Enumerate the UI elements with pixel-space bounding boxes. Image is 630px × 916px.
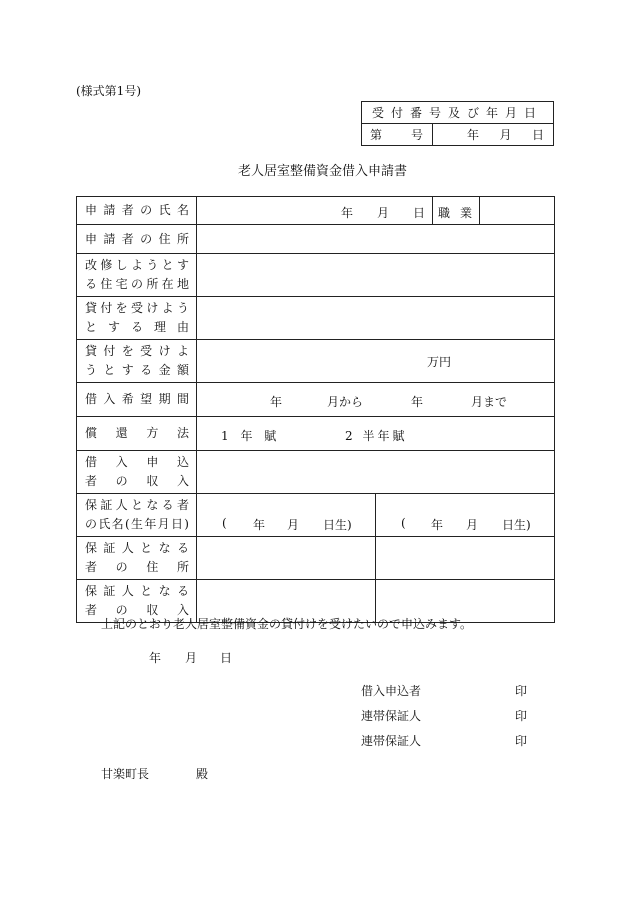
repayment-option-annual: 1 年 賦 — [221, 429, 277, 443]
receipt-dai: 第 — [370, 128, 383, 142]
label-loan-amount: 貸 付 を 受 け よ う と す る 金 額 — [77, 340, 197, 383]
guarantor1-hi: 日生) — [323, 518, 352, 532]
applicant-birth-nen: 年 — [341, 206, 354, 220]
loan-amount-unit: 万円 — [427, 355, 452, 369]
guarantor1-paren: ( — [222, 516, 227, 530]
label-occupation — [433, 197, 483, 225]
repayment-field[interactable] — [197, 417, 555, 451]
applicant-birth-tsuki: 月 — [377, 206, 390, 220]
period-end-tsuki: 月まで — [471, 395, 508, 409]
label-guarantor-income: 保 証 人 と な る 者 の 収 入 — [77, 580, 197, 623]
label-guarantor-name: 保 証 人 と な る 者 の 氏 名 ( 生 年 月 日 ) — [77, 494, 197, 537]
row-guarantor-address — [77, 537, 555, 580]
signature-borrower-seal: 印 — [515, 684, 528, 698]
receipt-nen: 年 — [467, 128, 480, 142]
row-loan-amount — [77, 340, 555, 383]
repayment-option-semiannual: 2 半年賦 — [345, 429, 408, 443]
guarantor2-name-field[interactable] — [376, 494, 555, 537]
loan-period-field[interactable] — [197, 383, 555, 417]
date-nen: 年 — [149, 651, 162, 665]
label-loan-period: 借 入 希 望 期 間 — [77, 383, 197, 417]
occupation-field[interactable] — [480, 197, 555, 225]
guarantor2-nen: 年 — [431, 518, 444, 532]
guarantor1-name-field[interactable] — [197, 494, 376, 537]
form-number: (様式第1号) — [76, 84, 141, 98]
loan-reason-field[interactable] — [197, 297, 555, 340]
row-guarantor-name — [77, 494, 555, 537]
row-repayment — [77, 417, 555, 451]
date-hi: 日 — [220, 651, 233, 665]
receipt-number-cell — [362, 124, 433, 146]
guarantor2-tsuki: 月 — [466, 518, 479, 532]
applicant-income-field[interactable] — [197, 451, 555, 494]
receipt-go: 号 — [410, 128, 423, 142]
receipt-box-header: 受付番号及び年月日 — [362, 102, 554, 124]
signature-guarantor1-seal: 印 — [515, 709, 528, 723]
applicant-birth-hi: 日 — [413, 206, 426, 220]
guarantor1-address-field[interactable] — [197, 537, 376, 580]
recipient-name: 甘楽町長 — [101, 767, 150, 781]
signature-guarantor2-label: 連帯保証人 — [361, 734, 422, 748]
label-applicant-income: 借 入 申 込 者 の 収 入 — [77, 451, 197, 494]
period-end-nen: 年 — [411, 395, 424, 409]
occupation-label: 職業 — [438, 206, 483, 220]
loan-amount-field[interactable] — [197, 340, 555, 383]
date-tsuki: 月 — [185, 651, 198, 665]
recipient-honorific: 殿 — [196, 767, 209, 781]
guarantor2-paren: ( — [401, 516, 406, 530]
receipt-hi: 日 — [531, 128, 544, 142]
label-guarantor-address: 保 証 人 と な る 者 の 住 所 — [77, 537, 197, 580]
application-table — [76, 196, 555, 623]
receipt-box — [361, 101, 554, 146]
renovation-location-field[interactable] — [197, 254, 555, 297]
signature-guarantor1-label: 連帯保証人 — [361, 709, 422, 723]
guarantor2-address-field[interactable] — [376, 537, 555, 580]
period-start-tsuki: 月から — [327, 395, 364, 409]
receipt-tsuki: 月 — [499, 128, 512, 142]
row-applicant-name — [77, 197, 555, 225]
signature-borrower-label: 借入申込者 — [361, 684, 422, 698]
row-applicant-income — [77, 451, 555, 494]
receipt-date-cell — [433, 124, 554, 146]
label-applicant-address: 申 請 者 の 住 所 — [77, 225, 197, 254]
period-start-nen: 年 — [270, 395, 283, 409]
row-loan-period — [77, 383, 555, 417]
guarantor1-tsuki: 月 — [287, 518, 300, 532]
row-loan-reason — [77, 297, 555, 340]
label-repayment: 償 還 方 法 — [77, 417, 197, 451]
row-renovation-location — [77, 254, 555, 297]
guarantor2-hi: 日生) — [502, 518, 531, 532]
label-applicant-name: 申 請 者 の 氏 名 — [77, 197, 197, 225]
signature-guarantor2-seal: 印 — [515, 734, 528, 748]
label-renovation-location: 改 修 し よ う と す る 住 宅 の 所 在 地 — [77, 254, 197, 297]
row-applicant-address — [77, 225, 555, 254]
label-loan-reason: 貸 付 を 受 け よ う と す る 理 由 — [77, 297, 197, 340]
applicant-address-field[interactable] — [197, 225, 555, 254]
guarantor1-nen: 年 — [253, 518, 266, 532]
application-statement: 上記のとおり老人居室整備資金の貸付けを受けたいので申込みます。 — [101, 617, 473, 631]
applicant-name-field[interactable] — [197, 197, 433, 225]
page-title: 老人居室整備資金借入申請書 — [238, 164, 408, 179]
